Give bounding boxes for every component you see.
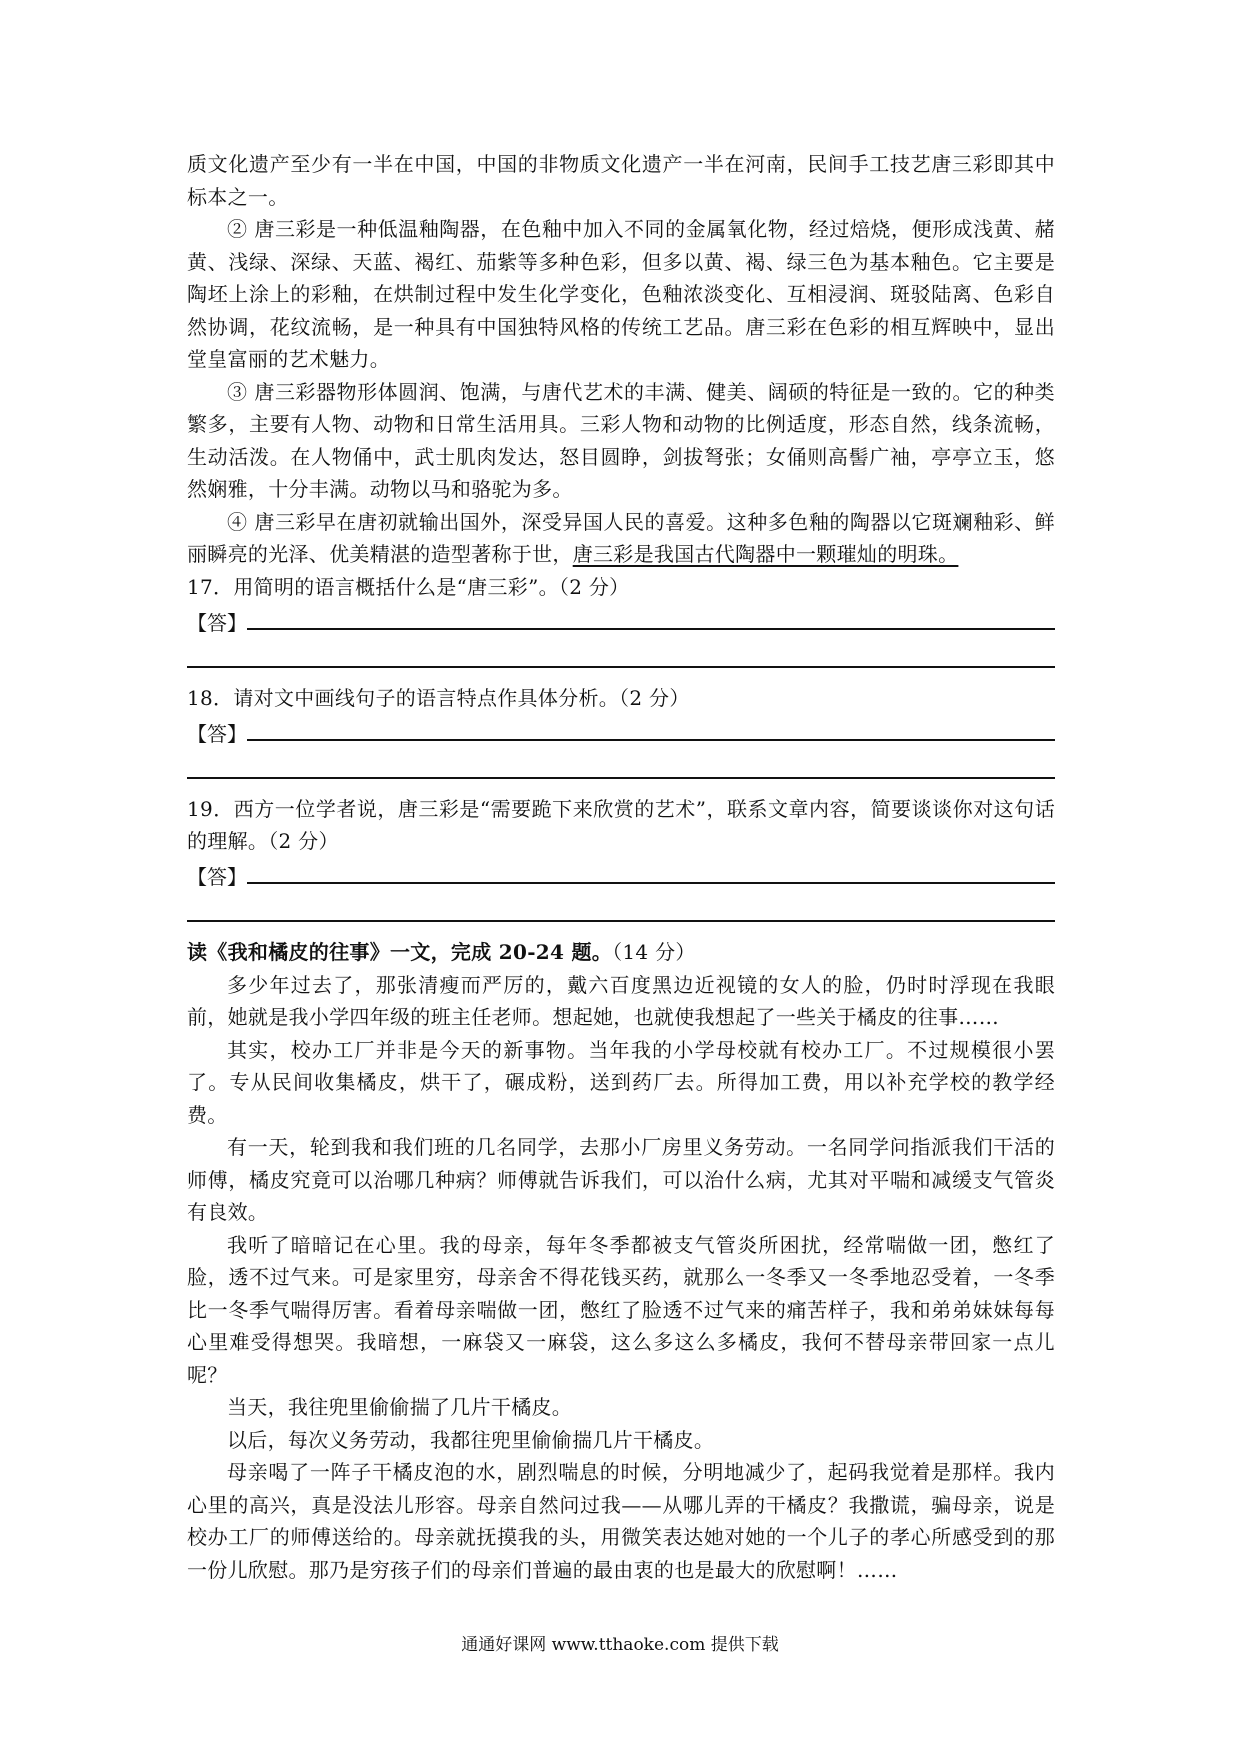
answer-label: 【答】 bbox=[187, 721, 247, 746]
underlined-sentence: 唐三彩是我国古代陶器中一颗璀灿的明珠。 bbox=[572, 542, 959, 566]
story-paragraph: 母亲喝了一阵子干橘皮泡的水，剧烈喘息的时候，分明地减少了，起码我觉着是那样。我内心里的高兴，真是没法儿形容。母亲自然问过我——从哪儿弄的干橘皮？我撒谎，骗母亲，说是校办工厂的师傅送给的。母亲就抚摸我的头，用微笑表达她对她的一个儿子的孝心所感受到的那一份儿欣慰。那乃是穷孩子们的母亲们普遍的最由衷的也是最大的欣慰啊！…… bbox=[187, 1460, 1055, 1582]
passage-paragraph-1-tail: 质文化遗产至少有一半在中国，中国的非物质文化遗产一半在河南，民间手工技艺唐三彩即其中标本之一。 bbox=[187, 152, 1055, 209]
passage-paragraph-3: ③ 唐三彩器物形体圆润、饱满，与唐代艺术的丰满、健美、阔硕的特征是一致的。它的种类繁多，主要有人物、动物和日常生活用具。三彩人物和动物的比例适度，形态自然，线条流畅，生动活泼。在人物俑中，武士肌肉发达，怒目圆睁，剑拔弩张；女俑则高髻广袖，亭亭立玉，悠然娴雅，十分丰满。动物以马和骆驼为多。 bbox=[187, 379, 1055, 501]
answer-line-extra[interactable] bbox=[187, 890, 1055, 922]
answer-line-extra[interactable] bbox=[187, 636, 1055, 668]
exam-page-content bbox=[187, 148, 1055, 1586]
section-heading-score: （14 分） bbox=[612, 940, 696, 964]
story-paragraph: 我听了暗暗记在心里。我的母亲，每年冬季都被支气管炎所困扰，经常喘做一团，憋红了脸，透不过气来。可是家里穷，母亲舍不得花钱买药，就那么一冬季又一冬季地忍受着，一冬季比一冬季气喘得厉害。看着母亲喘做一团，憋红了脸透不过气来的痛苦样子，我和弟弟妹妹每每心里难受得想哭。我暗想，一麻袋又一麻袋，这么多这么多橘皮，我何不替母亲带回家一点儿呢？ bbox=[187, 1232, 1055, 1387]
passage-paragraph-4 bbox=[187, 506, 1055, 571]
answer-line[interactable] bbox=[247, 606, 1055, 630]
story-paragraph: 当天，我往兜里偷偷揣了几片干橘皮。 bbox=[227, 1395, 573, 1419]
story-paragraph: 有一天，轮到我和我们班的几名同学，去那小厂房里义务劳动。一名同学问指派我们干活的师傅，橘皮究竟可以治哪几种病？师傅就告诉我们，可以治什么病，尤其对平喘和减缓支气管炎有良效。 bbox=[187, 1135, 1055, 1224]
story-paragraph: 以后，每次义务劳动，我都往兜里偷偷揣几片干橘皮。 bbox=[227, 1427, 715, 1452]
section-heading bbox=[187, 936, 1055, 969]
question-17: 17．用简明的语言概括什么是“唐三彩”。（2 分） bbox=[187, 574, 630, 599]
answer-label: 【答】 bbox=[187, 610, 247, 635]
passage-paragraph-4-text: ④ 唐三彩早在唐初就输出国外，深受异国人民的喜爱。这种多色釉的陶器以它斑斓釉彩、鲜丽瞬亮的光泽、优美精湛的造型著称于世， bbox=[187, 509, 1055, 566]
answer-row-19 bbox=[187, 858, 1055, 891]
answer-line[interactable] bbox=[247, 717, 1055, 741]
answer-line-extra[interactable] bbox=[187, 747, 1055, 779]
story-paragraph: 多少年过去了，那张清瘦而严厉的，戴六百度黑边近视镜的女人的脸，仍时时浮现在我眼前，她就是我小学四年级的班主任老师。想起她，也就使我想起了一些关于橘皮的往事…… bbox=[187, 972, 1055, 1029]
question-19: 19．西方一位学者说，唐三彩是“需要跪下来欣赏的艺术”，联系文章内容，简要谈谈你对这句话的理解。（2 分） bbox=[187, 796, 1055, 853]
answer-row-18 bbox=[187, 714, 1055, 747]
answer-label: 【答】 bbox=[187, 865, 247, 889]
section-heading-title: 读《我和橘皮的往事》一文，完成 20-24 题。 bbox=[187, 940, 613, 964]
story-paragraph: 其实，校办工厂并非是今天的新事物。当年我的小学母校就有校办工厂。不过规模很小罢了。专从民间收集橘皮，烘干了，碾成粉，送到药厂去。所得加工费，用以补充学校的教学经费。 bbox=[187, 1037, 1055, 1127]
question-18: 18．请对文中画线句子的语言特点作具体分析。（2 分） bbox=[187, 685, 690, 710]
answer-line[interactable] bbox=[247, 860, 1055, 884]
answer-row-17 bbox=[187, 603, 1055, 636]
page-footer: 通通好课网 www.tthaoke.com 提供下载 bbox=[461, 1635, 779, 1655]
passage-paragraph-2: ② 唐三彩是一种低温釉陶器，在色釉中加入不同的金属氧化物，经过焙烧，便形成浅黄、赭黄、浅绿、深绿、天蓝、褐红、茄紫等多种色彩，但多以黄、褐、绿三色为基本釉色。它主要是陶坯上涂上的彩釉，在烘制过程中发生化学变化，色釉浓淡变化、互相浸润、斑驳陆离、色彩自然协调，花纹流畅，是一种具有中国独特风格的传统工艺品。唐三彩在色彩的相互辉映中，显出堂皇富丽的艺术魅力。 bbox=[187, 217, 1055, 371]
